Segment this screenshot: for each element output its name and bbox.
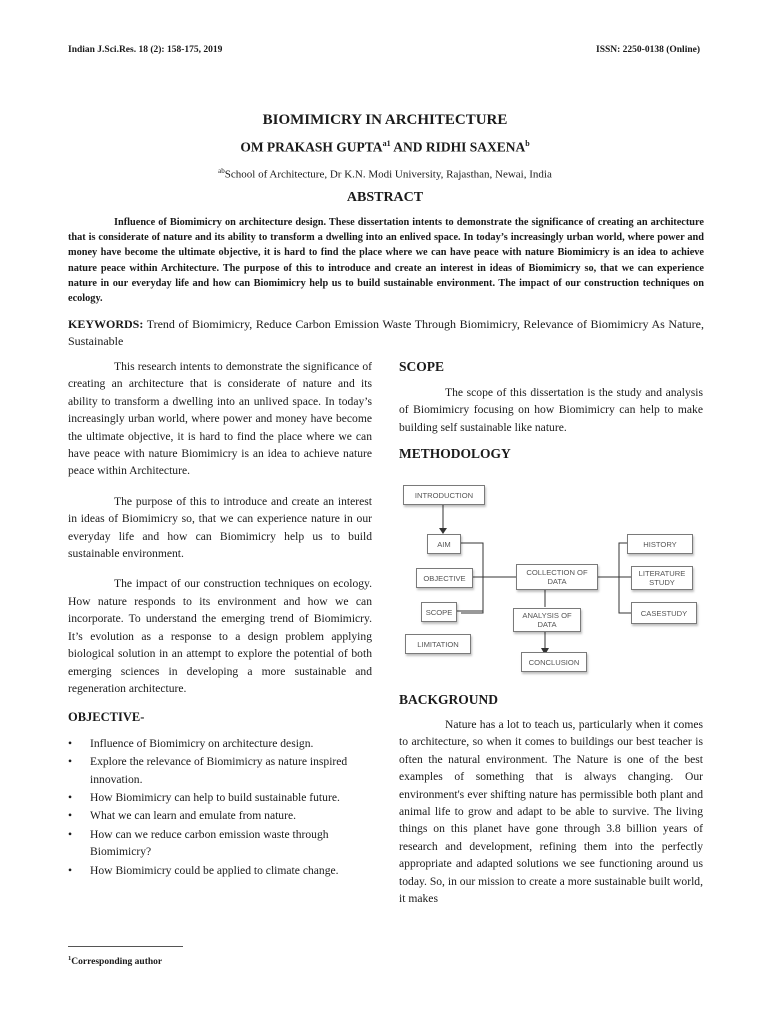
objective-list <box>68 735 372 879</box>
list-item: • How Biomimicry could be applied to climate change. <box>68 862 372 879</box>
list-item: • What we can learn and emulate from nature. <box>68 807 372 824</box>
flow-box-scope: SCOPE <box>421 602 457 622</box>
list-item: • How can we reduce carbon emission waste through Biomimicry? <box>68 827 329 859</box>
keywords-text: Trend of Biomimicry, Reduce Carbon Emission Waste Through Biomimicry, Relevance of Biomimicry As Nature, Sustainable <box>68 317 704 348</box>
intro-paragraph-3: The impact of our construction techniques on ecology. How nature responds to its environment and how we can incorporate. To understand the emerging trend of Biomimicry. It’s evolution as a response to a design problem applying biological solution in an attempt to explore the potential of both emerging sciences in developing a more sustainable and regeneration architecture. <box>68 577 372 695</box>
footnote-rule <box>68 946 183 947</box>
scope-paragraph: The scope of this dissertation is the study and analysis of Biomimicry focusing on how Biomimicry can help to make building self sustainable like nature. <box>399 386 703 434</box>
affiliation <box>0 167 770 181</box>
list-item: • How Biomimicry can help to build sustainable future. <box>68 789 372 806</box>
flow-box-conclusion: CONCLUSION <box>521 652 587 672</box>
intro-paragraph-2: The purpose of this to introduce and create an interest in ideas of Biomimicry so, that we can experience nature in our everyday life and how can Biomimicry help us to build sustainable environment. <box>68 494 372 561</box>
bullet: • <box>68 755 73 769</box>
author-1-name: OM PRAKASH GUPTA <box>240 139 383 155</box>
author-conjunction: AND <box>390 139 426 155</box>
scope-heading: SCOPE <box>399 359 445 374</box>
footnote-sup: 1 <box>68 955 72 962</box>
bullet: • <box>68 736 73 750</box>
left-column <box>68 358 372 880</box>
keywords <box>68 316 704 350</box>
footnote <box>68 955 162 967</box>
flow-box-collection-of-data: COLLECTION OF DATA <box>516 564 598 590</box>
author-2-sup: b <box>525 139 530 148</box>
flow-box-history: HISTORY <box>627 534 693 554</box>
bullet: • <box>68 790 73 804</box>
running-header-journal: Indian J.Sci.Res. 18 (2): 158-175, 2019 <box>68 45 223 55</box>
bullet: • <box>68 863 73 877</box>
methodology-heading: METHODOLOGY <box>399 446 511 461</box>
bullet: • <box>68 809 73 823</box>
methodology-flowchart <box>399 480 703 680</box>
running-header-issn: ISSN: 2250-0138 (Online) <box>596 45 700 55</box>
flow-box-aim: AIM <box>427 534 461 554</box>
flow-box-objective: OBJECTIVE <box>416 568 473 588</box>
intro-paragraph-1: This research intents to demonstrate the significance of creating an architecture that is considerate of nature and its ability to transform a dwelling into an unlived space. In today’s increasingly urban world, where power and money have become the ultimate objective, it is hard to find the place where we can have peace with nature Biomimicry is an idea to achieve nature peace within Architecture. <box>68 360 372 478</box>
flow-box-limitation: LIMITATION <box>405 634 471 654</box>
bullet: • <box>68 827 73 841</box>
abstract-text: Influence of Biomimicry on architecture design. These dissertation intents to demonstrate the significance of creating an architecture that is considerate of nature and its ability to transform a dwelling into an enlived space. In today’s increasingly urban world, where power and money have become the ultimate objective, it is hard to find the place where we can have peace with nature Biomimicry is an idea to achieve nature peace within Architecture. The purpose of this to introduce and create an interest in ideas of Biomimicry so, that we can experience nature in our everyday life and how can Biomimicry help us to build sustainable environment. The impact of our construction techniques on ecology. <box>68 217 704 305</box>
flow-box-introduction: INTRODUCTION <box>403 485 485 505</box>
author-line <box>0 139 770 156</box>
flow-box-casestudy: CASESTUDY <box>631 602 697 624</box>
objective-heading: OBJECTIVE- <box>68 710 145 725</box>
flow-box-analysis-of-data: ANALYSIS OF DATA <box>513 608 581 632</box>
background-heading: BACKGROUND <box>399 692 499 707</box>
affiliation-text: School of Architecture, Dr K.N. Modi University, Rajasthan, Newai, India <box>224 168 552 181</box>
affiliation-sup: ab <box>218 167 225 175</box>
list-item: • Influence of Biomimicry on architecture design. <box>68 735 372 752</box>
list-item: • Explore the relevance of Biomimicry as nature inspired innovation. <box>68 755 348 786</box>
abstract-heading: ABSTRACT <box>346 190 424 205</box>
flow-box-literature-study: LITERATURE STUDY <box>631 566 693 590</box>
footnote-text: Corresponding author <box>71 957 163 968</box>
author-2-name: RIDHI SAXENA <box>425 139 526 155</box>
background-paragraph: Nature has a lot to teach us, particularly when it comes to architecture, so when it comes to buildings our best teacher is often the natural environment. The Nature is one of the best examples of something that is always changing. Our environment's ever shifting nature has permissible both plant and animal life to grow and adapt to be able to survive. The living things on this planet have gone through 3.8 billion years of research and development, refining them into the perfectly appropriate and adapted solutions we see functioning around us today. So, in our mission to create a more sustainable built world, it makes <box>399 718 703 906</box>
keywords-label: KEYWORDS: <box>68 317 144 331</box>
author-1-sup: a1 <box>382 139 391 148</box>
paper-title: BIOMIMICRY IN ARCHITECTURE <box>262 112 508 128</box>
